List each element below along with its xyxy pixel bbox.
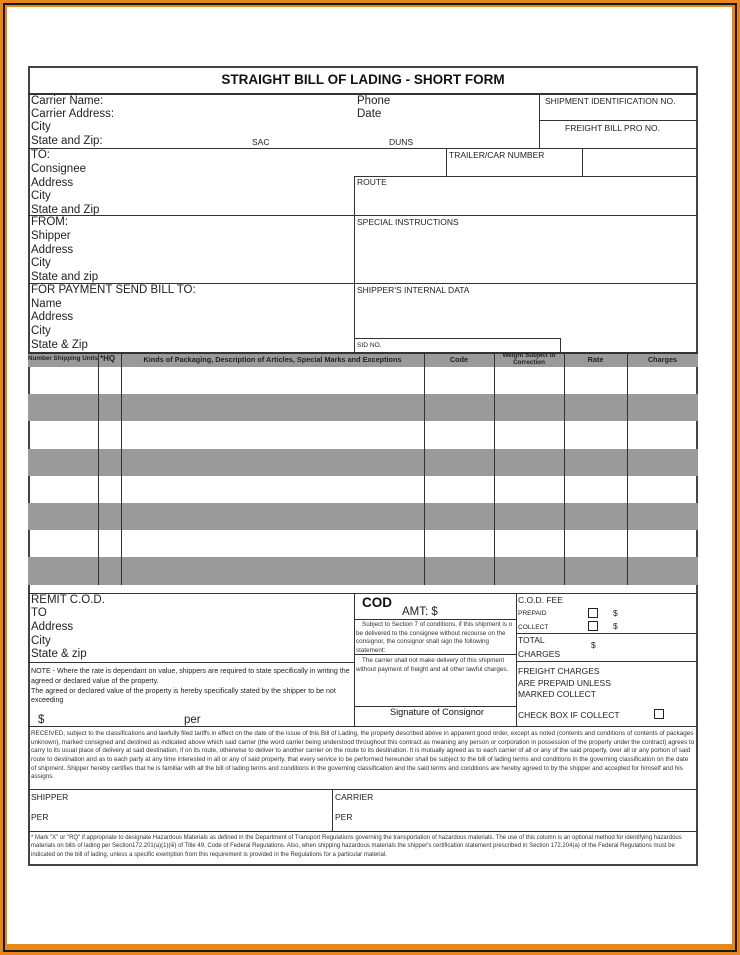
collect-freight-checkbox[interactable] [654, 709, 664, 719]
table-cell[interactable] [121, 530, 424, 557]
total-charges-label-line1: TOTAL [518, 635, 545, 645]
table-cell[interactable] [564, 449, 627, 476]
shipper-signature-label[interactable]: SHIPPER [31, 792, 69, 802]
total-charges-label-line2: CHARGES [518, 649, 561, 659]
divider [28, 215, 698, 216]
divider [28, 831, 698, 832]
remit-state-zip-label[interactable]: State & zip [31, 648, 87, 660]
table-cell[interactable] [424, 421, 494, 448]
from-address-label[interactable]: Address [31, 244, 74, 256]
cod-heading: COD [362, 595, 392, 610]
freight-charges-line2: ARE PREPAID UNLESS [518, 678, 611, 688]
divider [332, 789, 333, 831]
table-cell[interactable] [121, 394, 424, 421]
table-cell[interactable] [627, 421, 698, 448]
signature-of-consignor-label[interactable]: Signature of Consignor [390, 707, 484, 717]
special-instructions-label[interactable]: SPECIAL INSTRUCTIONS [357, 217, 459, 227]
table-row [28, 476, 698, 503]
table-cell[interactable] [28, 530, 98, 557]
remit-to-label[interactable]: TO [31, 607, 47, 619]
prepaid-label: PREPAID [518, 610, 547, 617]
from-heading: FROM: [31, 216, 69, 228]
remit-cod-heading: REMIT C.O.D. [31, 594, 105, 606]
table-row [28, 530, 698, 557]
table-header-weight: Weight Subject to Correction [502, 351, 556, 366]
table-cell[interactable] [627, 503, 698, 530]
consignee-label[interactable]: Consignee [31, 163, 86, 175]
table-cell[interactable] [28, 449, 98, 476]
table-cell[interactable] [424, 449, 494, 476]
remit-city-label[interactable]: City [31, 635, 51, 647]
carrier-state-zip-label[interactable]: State and Zip: [31, 135, 103, 147]
divider [354, 338, 560, 339]
declared-value-dollar[interactable]: $ [38, 714, 45, 726]
bill-to-name-label[interactable]: Name [31, 298, 62, 310]
divider [354, 619, 516, 620]
section-7-text: Subject to Section 7 of conditions, if this shipment is o be delivered to the consignee without recourse on the consignor, the consignor shall sign the following statement: [356, 621, 513, 655]
table-header-units: Number Shipping Units [28, 355, 98, 363]
divider [539, 94, 540, 148]
carrier-name-label[interactable]: Carrier Name: [31, 95, 104, 107]
bill-to-city-label[interactable]: City [31, 325, 51, 337]
table-header-description: Kinds of Packaging, Description of Articles, Special Marks and Exceptions [143, 354, 402, 364]
received-terms-text: RECEIVED, subject to the classifications and lawfully filed tariffs in effect on the date of the issue of this Bill of Lading, the property described above in apparent good order, except as noted (contents and conditions of contents of packages unknown), marked consigned and destined as indicated above which said carrier (the word carrier being understood throughout this contract as meaning any person or corporation in possession of the property under the contract) agrees to carry to its usual place of delivery at said destination, if on its route, otherwise to deliver to another carrier on the route to its destination. It is mutually agreed as to each carrier of all or any of the said property, over all or any portion of said route to destination and as to each party at any time interested in all or any of said property, that every service to be performed hereunder shall be subject to the bill of lading terms and conditions in the governing classification on the date of shipment. Shipper hereby certifies that he is familiar with all the bill of lading terms and conditions in the governing classification and the said terms and conditions are hereby agreed to by the shipper and accepted for himself and his assigns. [31, 730, 695, 781]
total-charges-dollar[interactable]: $ [591, 640, 596, 650]
table-cell[interactable] [627, 530, 698, 557]
table-cell[interactable] [121, 503, 424, 530]
carrier-delivery-text: The carrier shall not make delivery of this shipment without payment of freight and all other lawful charges. [356, 657, 509, 673]
table-cell[interactable] [494, 367, 564, 394]
carrier-signature-label[interactable]: CARRIER [335, 792, 374, 802]
divider [516, 593, 517, 727]
table-row [28, 394, 698, 421]
divider [354, 176, 698, 177]
collect-label: COLLECT [518, 624, 549, 631]
table-row [28, 421, 698, 448]
collect-dollar[interactable]: $ [613, 621, 618, 631]
to-city-label[interactable]: City [31, 190, 51, 202]
document-page [7, 7, 732, 944]
column-divider [494, 352, 495, 585]
column-divider [98, 352, 99, 585]
table-cell[interactable] [494, 421, 564, 448]
declared-value-per[interactable]: per [184, 714, 201, 726]
shipper-internal-data-label[interactable]: SHIPPER'S INTERNAL DATA [357, 285, 470, 295]
trailer-number-label[interactable]: TRAILER/CAR NUMBER [449, 150, 545, 160]
to-heading: TO: [31, 149, 50, 161]
table-cell[interactable] [424, 476, 494, 503]
collect-checkbox[interactable] [588, 621, 598, 631]
duns-label[interactable]: DUNS [389, 137, 414, 147]
table-row [28, 557, 698, 584]
table-cell[interactable] [494, 476, 564, 503]
table-header-code: Code [449, 354, 469, 364]
freight-charges-line3: MARKED COLLECT [518, 689, 596, 699]
table-cell[interactable] [627, 476, 698, 503]
table-cell[interactable] [28, 421, 98, 448]
table-cell[interactable] [121, 449, 424, 476]
table-cell[interactable] [564, 367, 627, 394]
column-divider [121, 352, 122, 585]
divider [560, 338, 561, 352]
phone-label[interactable]: Phone [357, 95, 391, 107]
table-cell[interactable] [28, 503, 98, 530]
divider [582, 148, 583, 176]
shipper-per-label[interactable]: PER [31, 812, 49, 822]
divider [354, 654, 516, 655]
table-cell[interactable] [121, 557, 424, 584]
table-cell[interactable] [28, 367, 98, 394]
column-divider [627, 352, 628, 585]
sid-number-label[interactable]: SID NO. [357, 342, 382, 349]
table-cell[interactable] [564, 557, 627, 584]
prepaid-dollar[interactable]: $ [613, 608, 618, 618]
divider [28, 148, 698, 149]
hazmat-footnote: * Mark "X" or "RQ" if appropriate to designate Hazardous Materials as defined in the Department of Transport Regulations governing the transportation of hazardous materials. The use of this column is an optional method for identifying hazardous materials on bills of lading per Section172.201(a)(1)(iii) of Title 49, Code of Federal Regulations. Also, when shipping hazardous materials the shipper's certification statement prescribed in Section 172.204(a) of the Federal Regulations must be indicated on the bill of lading, unless a specific exemption from this requirement is provided in the Regulations for a particular material. [31, 835, 682, 858]
table-cell[interactable] [98, 476, 121, 503]
divider [516, 661, 698, 662]
column-divider [424, 352, 425, 585]
table-cell[interactable] [564, 476, 627, 503]
table-cell[interactable] [564, 530, 627, 557]
carrier-per-label[interactable]: PER [335, 812, 353, 822]
table-header-charges: Charges [647, 354, 678, 364]
remit-address-label[interactable]: Address [31, 621, 74, 633]
to-state-zip-label[interactable]: State and Zip [31, 204, 100, 216]
table-cell[interactable] [98, 557, 121, 584]
bill-to-address-label[interactable]: Address [31, 311, 74, 323]
table-cell[interactable] [424, 530, 494, 557]
carrier-address-label[interactable]: Carrier Address: [31, 108, 115, 120]
table-cell[interactable] [494, 449, 564, 476]
divider [28, 789, 698, 790]
table-cell[interactable] [424, 503, 494, 530]
table-row [28, 367, 698, 394]
divider [354, 283, 355, 352]
from-state-zip-label[interactable]: State and zip [31, 271, 99, 283]
table-cell[interactable] [494, 503, 564, 530]
table-cell[interactable] [121, 421, 424, 448]
table-cell[interactable] [424, 394, 494, 421]
date-label[interactable]: Date [357, 108, 382, 120]
cod-amount-label[interactable]: AMT: $ [402, 606, 438, 618]
note-rate-text: NOTE - Where the rate is dependant on value, shippers are required to state specifically in writing the agreed or declared value of the property. [31, 667, 350, 685]
divider [539, 120, 698, 121]
sac-label[interactable]: SAC [252, 137, 270, 147]
freight-charges-line1: FREIGHT CHARGES [518, 666, 600, 676]
bill-to-state-zip-label[interactable]: State & Zip [31, 339, 88, 351]
table-cell[interactable] [28, 557, 98, 584]
note-declared-value-text: The agreed or declared value of the property is hereby specifically stated by the shipper to be not exceeding [31, 686, 336, 705]
bill-of-lading-form [28, 66, 698, 866]
route-label[interactable]: ROUTE [357, 177, 387, 187]
table-header-rate: Rate [587, 354, 604, 364]
table-cell[interactable] [98, 421, 121, 448]
table-cell[interactable] [564, 394, 627, 421]
table-cell[interactable] [494, 557, 564, 584]
table-cell[interactable] [494, 530, 564, 557]
table-header-hq: *HQ [100, 354, 116, 364]
table-cell[interactable] [98, 367, 121, 394]
form-title: STRAIGHT BILL OF LADING - SHORT FORM [221, 72, 505, 87]
table-cell[interactable] [98, 503, 121, 530]
table-cell[interactable] [627, 367, 698, 394]
from-city-label[interactable]: City [31, 257, 51, 269]
table-cell[interactable] [28, 394, 98, 421]
table-row [28, 449, 698, 476]
divider [516, 633, 698, 634]
check-box-if-collect-label: CHECK BOX IF COLLECT [518, 710, 620, 720]
table-cell[interactable] [627, 394, 698, 421]
table-cell[interactable] [121, 367, 424, 394]
shipper-label[interactable]: Shipper [31, 230, 71, 242]
to-address-label[interactable]: Address [31, 177, 74, 189]
divider [28, 726, 698, 727]
column-divider [564, 352, 565, 585]
table-cell[interactable] [121, 476, 424, 503]
divider [28, 593, 698, 594]
table-cell[interactable] [627, 557, 698, 584]
prepaid-checkbox[interactable] [588, 608, 598, 618]
carrier-city-label[interactable]: City [31, 121, 51, 133]
table-cell[interactable] [494, 394, 564, 421]
table-cell[interactable] [564, 503, 627, 530]
table-cell[interactable] [28, 476, 98, 503]
table-row [28, 503, 698, 530]
shipment-id-label[interactable]: SHIPMENT IDENTIFICATION NO. [545, 96, 676, 106]
note-text [31, 667, 353, 706]
divider [446, 148, 447, 176]
table-cell[interactable] [98, 530, 121, 557]
table-cell[interactable] [564, 421, 627, 448]
divider [28, 662, 354, 663]
bill-to-heading: FOR PAYMENT SEND BILL TO: [31, 284, 196, 296]
table-cell[interactable] [424, 557, 494, 584]
cod-fee-label: C.O.D. FEE [518, 595, 563, 605]
freight-bill-label[interactable]: FREIGHT BILL PRO NO. [565, 123, 660, 133]
table-cell[interactable] [627, 449, 698, 476]
table-cell[interactable] [98, 394, 121, 421]
table-cell[interactable] [424, 367, 494, 394]
table-cell[interactable] [98, 449, 121, 476]
